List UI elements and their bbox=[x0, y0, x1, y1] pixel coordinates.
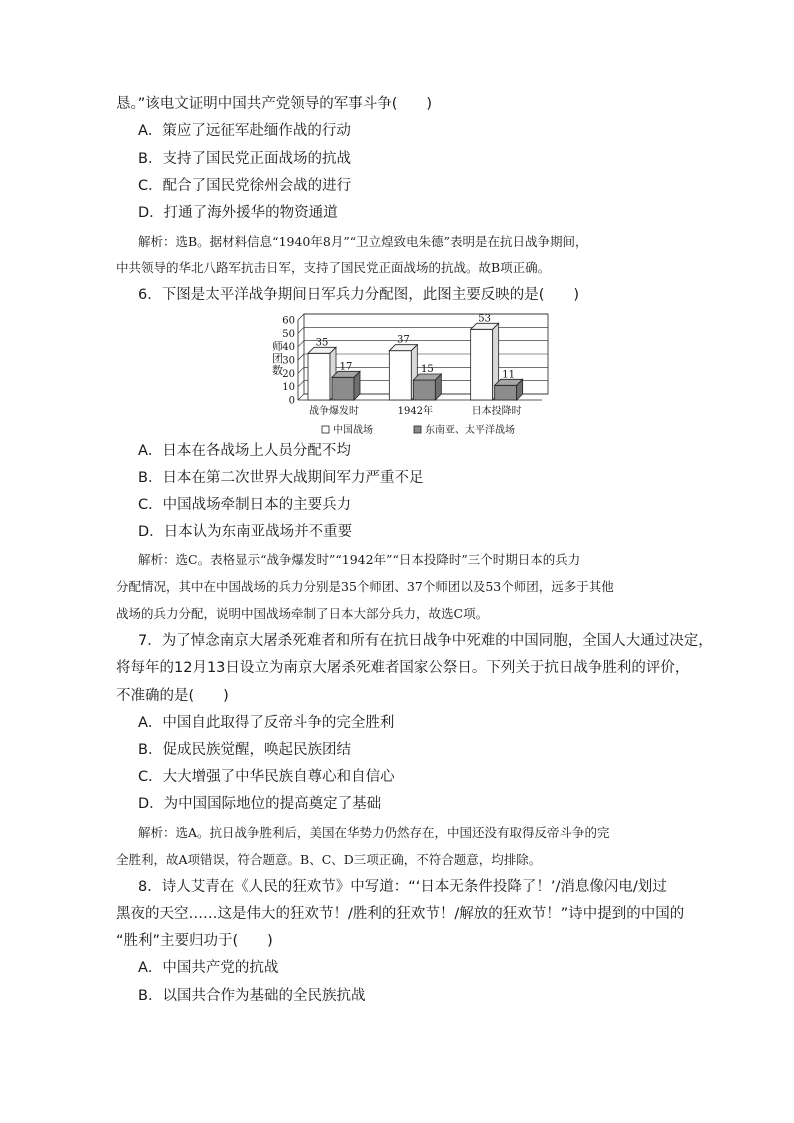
data-label: 53 bbox=[478, 313, 492, 325]
data-label: 35 bbox=[315, 337, 329, 349]
y-tick-label: 40 bbox=[282, 342, 295, 354]
gridline-depth bbox=[298, 354, 304, 360]
q8-stem-line2: 黑夜的天空……这是伟大的狂欢节！/胜利的狂欢节！/解放的狂欢节！”诗中提到的中国的 bbox=[116, 906, 685, 922]
y-axis-label-char-3: 数 bbox=[272, 364, 283, 377]
gridline-depth bbox=[298, 394, 304, 400]
y-tick-label: 30 bbox=[282, 355, 295, 367]
q5-option-a: A．策应了远征军赴缅作战的行动 bbox=[138, 123, 351, 139]
q8-stem-line1: 8．诗人艾青在《人民的狂欢节》中写道：“‘日本无条件投降了！’/消息像闪电/划过 bbox=[138, 879, 667, 895]
gridline-depth bbox=[298, 381, 304, 387]
q5-option-d: D．打通了海外援华的物资通道 bbox=[138, 205, 338, 221]
legend-label: 中国战场 bbox=[333, 425, 373, 436]
y-tick-label: 60 bbox=[282, 315, 295, 327]
troop-distribution-chart bbox=[270, 312, 570, 440]
q6-option-b: B．日本在第二次世界大战期间军力严重不足 bbox=[138, 470, 424, 486]
q8-option-b: B．以国共合作为基础的全民族抗战 bbox=[138, 988, 366, 1004]
data-label: 11 bbox=[502, 369, 516, 381]
q7-analysis-line2: 全胜利，故A项错误，符合题意。B、C、D三项正确，不符合题意，均排除。 bbox=[116, 852, 542, 867]
q6-analysis-line3: 战场的兵力分配，说明中国战场牵制了日本大部分兵力，故选C项。 bbox=[116, 606, 489, 621]
legend-label: 东南亚、太平洋战场 bbox=[425, 425, 515, 436]
bar-pacific bbox=[495, 385, 517, 400]
legend-swatch bbox=[414, 426, 421, 433]
q5-analysis-line2: 中共领导的华北八路军抗击日军，支持了国民党正面战场的抗战。故B项正确。 bbox=[116, 260, 551, 275]
bar-china bbox=[308, 353, 330, 400]
q7-stem-line2: 将每年的12月13日设立为南京大屠杀死难者国家公祭日。下列关于抗日战争胜利的评价， bbox=[116, 660, 690, 676]
gridline-depth bbox=[298, 314, 304, 320]
y-axis-label-char-1: 师 bbox=[272, 340, 283, 353]
bar-pacific bbox=[332, 377, 354, 400]
q7-option-b: B．促成民族觉醒，唤起民族团结 bbox=[138, 742, 351, 758]
q5-option-b: B．支持了国民党正面战场的抗战 bbox=[138, 151, 351, 167]
gridline-depth bbox=[298, 341, 304, 347]
q7-stem-line1: 7．为了悼念南京大屠杀死难者和所有在抗日战争中死难的中国同胞，全国人大通过决定， bbox=[138, 633, 713, 649]
bar-pacific bbox=[413, 380, 435, 400]
gridline-depth bbox=[298, 327, 304, 333]
q7-option-a: A．中国自此取得了反帝斗争的完全胜利 bbox=[138, 715, 395, 731]
q6-option-a: A．日本在各战场上人员分配不均 bbox=[138, 443, 351, 459]
y-tick-label: 10 bbox=[282, 382, 295, 394]
data-label: 37 bbox=[396, 334, 410, 346]
q8-stem-line3: “胜利”主要归功于( ) bbox=[116, 933, 273, 949]
data-label: 15 bbox=[420, 364, 434, 375]
bar-china bbox=[389, 351, 411, 400]
q6-option-c: C．中国战场牵制日本的主要兵力 bbox=[138, 497, 352, 513]
y-tick-label: 20 bbox=[282, 368, 295, 380]
gridline-depth bbox=[298, 367, 304, 373]
q5-stem: 恳。”该电文证明中国共产党领导的军事斗争( ) bbox=[116, 96, 433, 112]
q8-option-a: A．中国共产党的抗战 bbox=[138, 960, 279, 976]
q5-analysis-line1: 解析：选B。据材料信息“1940年8月”“卫立煌致电朱德”表明是在抗日战争期间， bbox=[138, 234, 588, 249]
q6-option-d: D．日本认为东南亚战场并不重要 bbox=[138, 524, 353, 540]
bar-china bbox=[471, 329, 493, 400]
data-label: 17 bbox=[339, 361, 353, 373]
x-tick-label: 1942年 bbox=[397, 406, 434, 417]
q5-option-c: C．配合了国民党徐州会战的进行 bbox=[138, 178, 352, 194]
legend-swatch bbox=[322, 426, 329, 433]
y-tick-label: 0 bbox=[288, 395, 295, 407]
q7-analysis-line1: 解析：选A。抗日战争胜利后，美国在华势力仍然存在，中国还没有取得反帝斗争的完 bbox=[138, 825, 610, 840]
q7-option-c: C．大大增强了中华民族自尊心和自信心 bbox=[138, 769, 395, 785]
y-tick-label: 50 bbox=[282, 328, 295, 340]
y-axis-label-char-2: 团 bbox=[272, 352, 283, 365]
q7-option-d: D．为中国国际地位的提高奠定了基础 bbox=[138, 796, 382, 812]
x-tick-label: 战争爆发时 bbox=[309, 406, 359, 417]
x-tick-label: 日本投降时 bbox=[471, 406, 522, 417]
q6-stem: 6．下图是太平洋战争期间日军兵力分配图，此图主要反映的是( ) bbox=[138, 287, 580, 303]
q6-analysis-line1: 解析：选C。表格显示“战争爆发时”“1942年”“日本投降时”三个时期日本的兵力 bbox=[138, 552, 581, 567]
q7-stem-line3: 不准确的是( ) bbox=[116, 688, 229, 704]
q6-analysis-line2: 分配情况，其中在中国战场的兵力分别是35个师团、37个师团以及53个师团，远多于其他 bbox=[116, 579, 614, 594]
